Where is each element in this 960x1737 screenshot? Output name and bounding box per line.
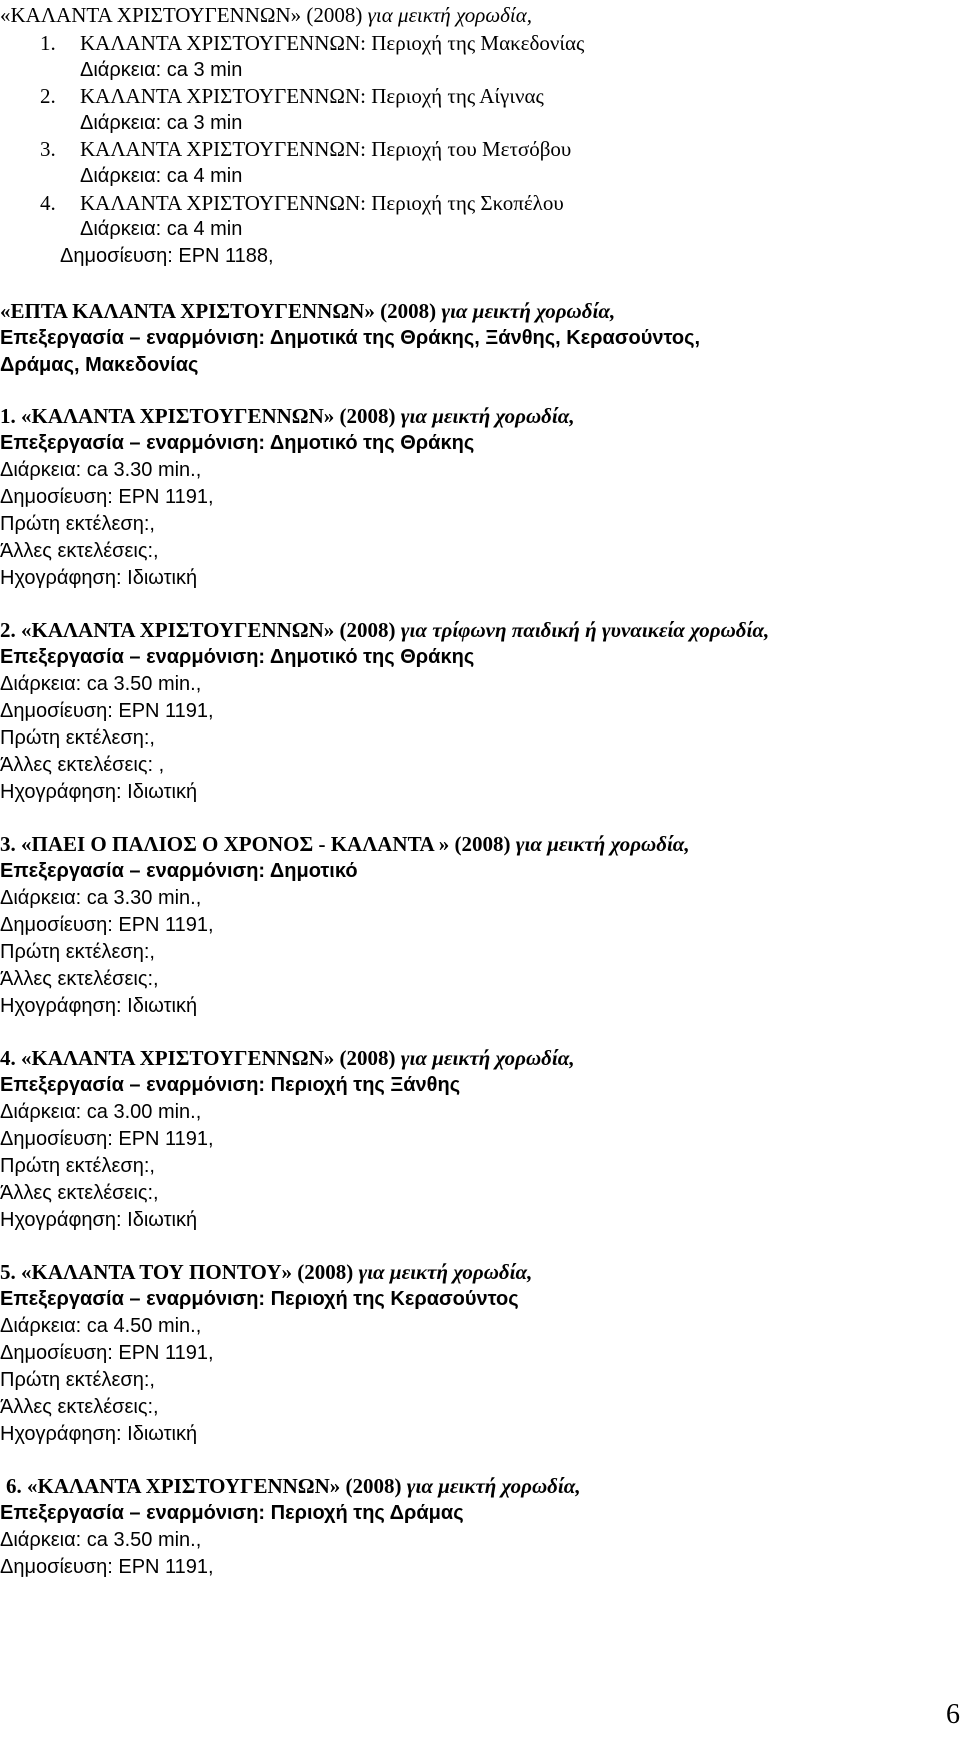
list-item: 4. ΚΑΛΑΝΤΑ ΧΡΙΣΤΟΥΓΕΝΝΩΝ: Περιοχή της Σκοπέλου xyxy=(40,191,564,215)
work-recording: Ηχογράφηση: Ιδιωτική xyxy=(0,1209,198,1231)
work-publication: Δημοσίευση: EPN 1191, xyxy=(0,1556,214,1578)
work-other-performances: Άλλες εκτελέσεις:, xyxy=(0,968,159,990)
work-recording: Ηχογράφηση: Ιδιωτική xyxy=(0,995,198,1017)
section2-arrangement: Επεξεργασία – εναρμόνιση: Δημοτικά της Θράκης, Ξάνθης, Κερασούντος, xyxy=(0,327,701,349)
work-recording: Ηχογράφηση: Ιδιωτική xyxy=(0,567,198,589)
work-first-performance: Πρώτη εκτέλεση:, xyxy=(0,513,155,535)
work-duration: Διάρκεια: ca 3.50 min., xyxy=(0,1529,202,1551)
page-number: 6 xyxy=(946,1699,960,1730)
section1-title: «ΚΑΛΑΝΤΑ ΧΡΙΣΤΟΥΓΕΝΝΩΝ» (2008) για μεικτή χορωδία, xyxy=(0,3,533,27)
work-arrangement: Επεξεργασία – εναρμόνιση: Περιοχή της Κερασούντος xyxy=(0,1288,519,1310)
duration: Διάρκεια: ca 3 min xyxy=(80,59,243,81)
work-first-performance: Πρώτη εκτέλεση:, xyxy=(0,941,155,963)
duration: Διάρκεια: ca 3 min xyxy=(80,112,243,134)
work-title: 4. «ΚΑΛΑΝΤΑ ΧΡΙΣΤΟΥΓΕΝΝΩΝ» (2008) για μεικτή χορωδία, xyxy=(0,1046,575,1070)
work-other-performances: Άλλες εκτελέσεις:, xyxy=(0,540,159,562)
section2-title: «ΕΠΤΑ ΚΑΛΑΝΤΑ ΧΡΙΣΤΟΥΓΕΝΝΩΝ» (2008) για μεικτή χορωδία, xyxy=(0,299,616,323)
work-recording: Ηχογράφηση: Ιδιωτική xyxy=(0,781,198,803)
work-arrangement: Επεξεργασία – εναρμόνιση: Περιοχή της Ξάνθης xyxy=(0,1074,461,1096)
work-publication: Δημοσίευση: EPN 1191, xyxy=(0,486,214,508)
work-duration: Διάρκεια: ca 4.50 min., xyxy=(0,1315,202,1337)
work-publication: Δημοσίευση: EPN 1191, xyxy=(0,1128,214,1150)
work-publication: Δημοσίευση: EPN 1191, xyxy=(0,1342,214,1364)
work-arrangement: Επεξεργασία – εναρμόνιση: Δημοτικό της Θράκης xyxy=(0,646,475,668)
work-other-performances: Άλλες εκτελέσεις:, xyxy=(0,1182,159,1204)
work-publication: Δημοσίευση: EPN 1191, xyxy=(0,700,214,722)
work-publication: Δημοσίευση: EPN 1191, xyxy=(0,914,214,936)
section2-arrangement-cont: Δράμας, Μακεδονίας xyxy=(0,354,199,376)
work-duration: Διάρκεια: ca 3.00 min., xyxy=(0,1101,202,1123)
list-item: 3. ΚΑΛΑΝΤΑ ΧΡΙΣΤΟΥΓΕΝΝΩΝ: Περιοχή του Μετσόβου xyxy=(40,137,572,161)
work-title: 2. «ΚΑΛΑΝΤΑ ΧΡΙΣΤΟΥΓΕΝΝΩΝ» (2008) για τρίφωνη παιδική ή γυναικεία χορωδία, xyxy=(0,618,770,642)
work-first-performance: Πρώτη εκτέλεση:, xyxy=(0,727,155,749)
work-other-performances: Άλλες εκτελέσεις: , xyxy=(0,754,165,776)
work-title: 1. «ΚΑΛΑΝΤΑ ΧΡΙΣΤΟΥΓΕΝΝΩΝ» (2008) για μεικτή χορωδία, xyxy=(0,404,575,428)
work-duration: Διάρκεια: ca 3.50 min., xyxy=(0,673,202,695)
work-title: 5. «ΚΑΛΑΝΤΑ ΤΟΥ ΠΟΝΤΟΥ» (2008) για μεικτή χορωδία, xyxy=(0,1260,533,1284)
duration: Διάρκεια: ca 4 min xyxy=(80,165,243,187)
work-title: 3. «ΠΑΕΙ Ο ΠΑΛΙΟΣ Ο ΧΡΟΝΟΣ - ΚΑΛΑΝΤΑ » (2008) για μεικτή χορωδία, xyxy=(0,832,690,856)
work-arrangement: Επεξεργασία – εναρμόνιση: Δημοτικό της Θράκης xyxy=(0,432,475,454)
work-duration: Διάρκεια: ca 3.30 min., xyxy=(0,887,202,909)
duration: Διάρκεια: ca 4 min xyxy=(80,218,243,240)
work-duration: Διάρκεια: ca 3.30 min., xyxy=(0,459,202,481)
list-item: 1. ΚΑΛΑΝΤΑ ΧΡΙΣΤΟΥΓΕΝΝΩΝ: Περιοχή της Μακεδονίας xyxy=(40,31,585,55)
work-arrangement: Επεξεργασία – εναρμόνιση: Δημοτικό xyxy=(0,860,358,882)
work-recording: Ηχογράφηση: Ιδιωτική xyxy=(0,1423,198,1445)
work-title: 6. «ΚΑΛΑΝΤΑ ΧΡΙΣΤΟΥΓΕΝΝΩΝ» (2008) για μεικτή χορωδία, xyxy=(6,1474,581,1498)
work-other-performances: Άλλες εκτελέσεις:, xyxy=(0,1396,159,1418)
work-first-performance: Πρώτη εκτέλεση:, xyxy=(0,1155,155,1177)
work-arrangement: Επεξεργασία – εναρμόνιση: Περιοχή της Δράμας xyxy=(0,1502,464,1524)
publication: Δημοσίευση: EPN 1188, xyxy=(60,245,274,267)
work-first-performance: Πρώτη εκτέλεση:, xyxy=(0,1369,155,1391)
list-item: 2. ΚΑΛΑΝΤΑ ΧΡΙΣΤΟΥΓΕΝΝΩΝ: Περιοχή της Αίγινας xyxy=(40,84,544,108)
